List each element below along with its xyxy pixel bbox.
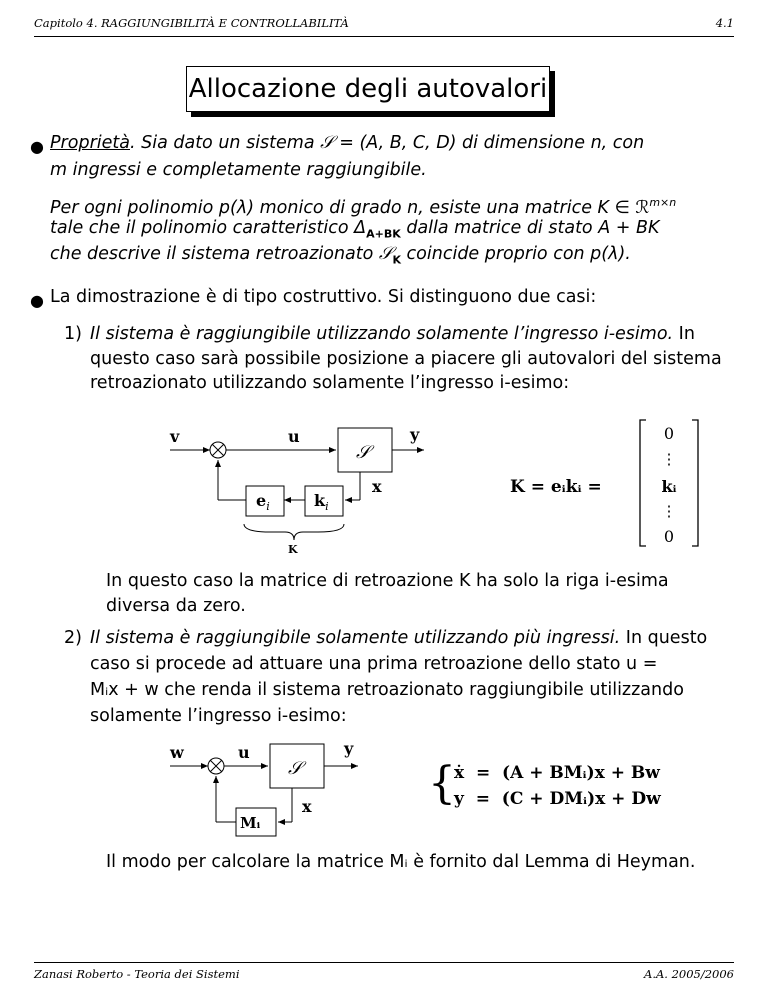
matrix-lhs: K = eᵢkᵢ = [510, 477, 602, 497]
feedback-diagram-1 [160, 410, 760, 560]
feedback-diagram-2 [160, 736, 720, 846]
case2-line-2: caso si procede ad attuare una prima retroazione dello stato u = [90, 654, 658, 674]
case1-line-1: Il sistema è raggiungibile utilizzando solamente l’ingresso i-esimo. In [90, 324, 695, 344]
state-equation: ẋ = (A + BMᵢ)x + Bw [454, 763, 660, 783]
state-x: x [372, 477, 382, 496]
mi-label: Mᵢ [240, 814, 261, 832]
input-v: v [170, 427, 180, 446]
output-y: y [344, 739, 354, 758]
case1-after-2: diversa da zero. [106, 596, 246, 616]
page-footer [34, 962, 734, 983]
page-header [34, 14, 734, 37]
case2-number: 2) [64, 628, 82, 648]
section-number: 4.1 [715, 16, 734, 30]
proof-intro: La dimostrazione è di tipo costruttivo. Si distinguono due casi: [50, 287, 597, 307]
system-label: 𝒮 [356, 442, 370, 463]
slide-title: Allocazione degli autovalori [186, 66, 550, 112]
matrix-entry: ⋮ [661, 502, 677, 520]
property-line-1: Proprietà. Sia dato un sistema 𝒮 = (A, B, C, D) di dimensione n, con [50, 133, 645, 153]
matrix-entry: 0 [663, 527, 675, 546]
input-w: w [170, 743, 184, 762]
state-x: x [302, 797, 312, 816]
output-y: y [410, 425, 420, 444]
case2-line-1: Il sistema è raggiungibile solamente utilizzando più ingressi. In questo [90, 628, 708, 648]
property-line-5: che descrive il sistema retroazionato 𝒮$_K$ coincide proprio con p(λ). [50, 244, 631, 267]
brace-label: K [288, 543, 298, 556]
matrix-entry: 0 [663, 424, 675, 443]
equation-brace: { [428, 758, 456, 809]
footer-year: A.A. 2005/2006 [644, 967, 734, 981]
bullet-dot: ● [30, 291, 44, 310]
ei-label: $e_i$ [256, 491, 270, 513]
case1-line-3: retroazionato utilizzando solamente l’ingresso i-esimo: [90, 373, 570, 393]
property-line-2: m ingressi e completamente raggiungibile. [50, 160, 427, 180]
case1-line-2: questo caso sarà possibile posizione a piacere gli autovalori del sistema [90, 349, 722, 369]
case1-after-1: In questo caso la matrice di retroazione K ha solo la riga i-esima [106, 571, 669, 591]
bullet-dot: ● [30, 137, 44, 156]
case1-number: 1) [64, 324, 82, 344]
system-label: 𝒮 [288, 758, 302, 779]
property-line-4: tale che il polinomio caratteristico $\Delta_{A+BK}$ dalla matrice di stato A + BK [50, 218, 660, 241]
ki-label: $k_i$ [314, 491, 329, 513]
property-line-3: Per ogni polinomio p(λ) monico di grado n, esiste una matrice K ∈ ℛ$^{m\times n}$ [50, 196, 677, 218]
chapter-title: Capitolo 4. RAGGIUNGIBILITÀ E CONTROLLABILITÀ [34, 16, 349, 30]
u-label: u [238, 743, 250, 762]
footer-author: Zanasi Roberto - Teoria dei Sistemi [34, 967, 240, 981]
case2-line-3: Mᵢx + w che renda il sistema retroazionato raggiungibile utilizzando [90, 680, 684, 700]
output-equation: y = (C + DMᵢ)x + Dw [454, 789, 661, 809]
matrix-entry: kᵢ [661, 477, 677, 496]
closing-line: Il modo per calcolare la matrice Mᵢ è fornito dal Lemma di Heyman. [106, 852, 696, 872]
case2-line-4: solamente l’ingresso i-esimo: [90, 706, 347, 726]
matrix-entry: ⋮ [661, 450, 677, 468]
u-label: u [288, 427, 300, 446]
